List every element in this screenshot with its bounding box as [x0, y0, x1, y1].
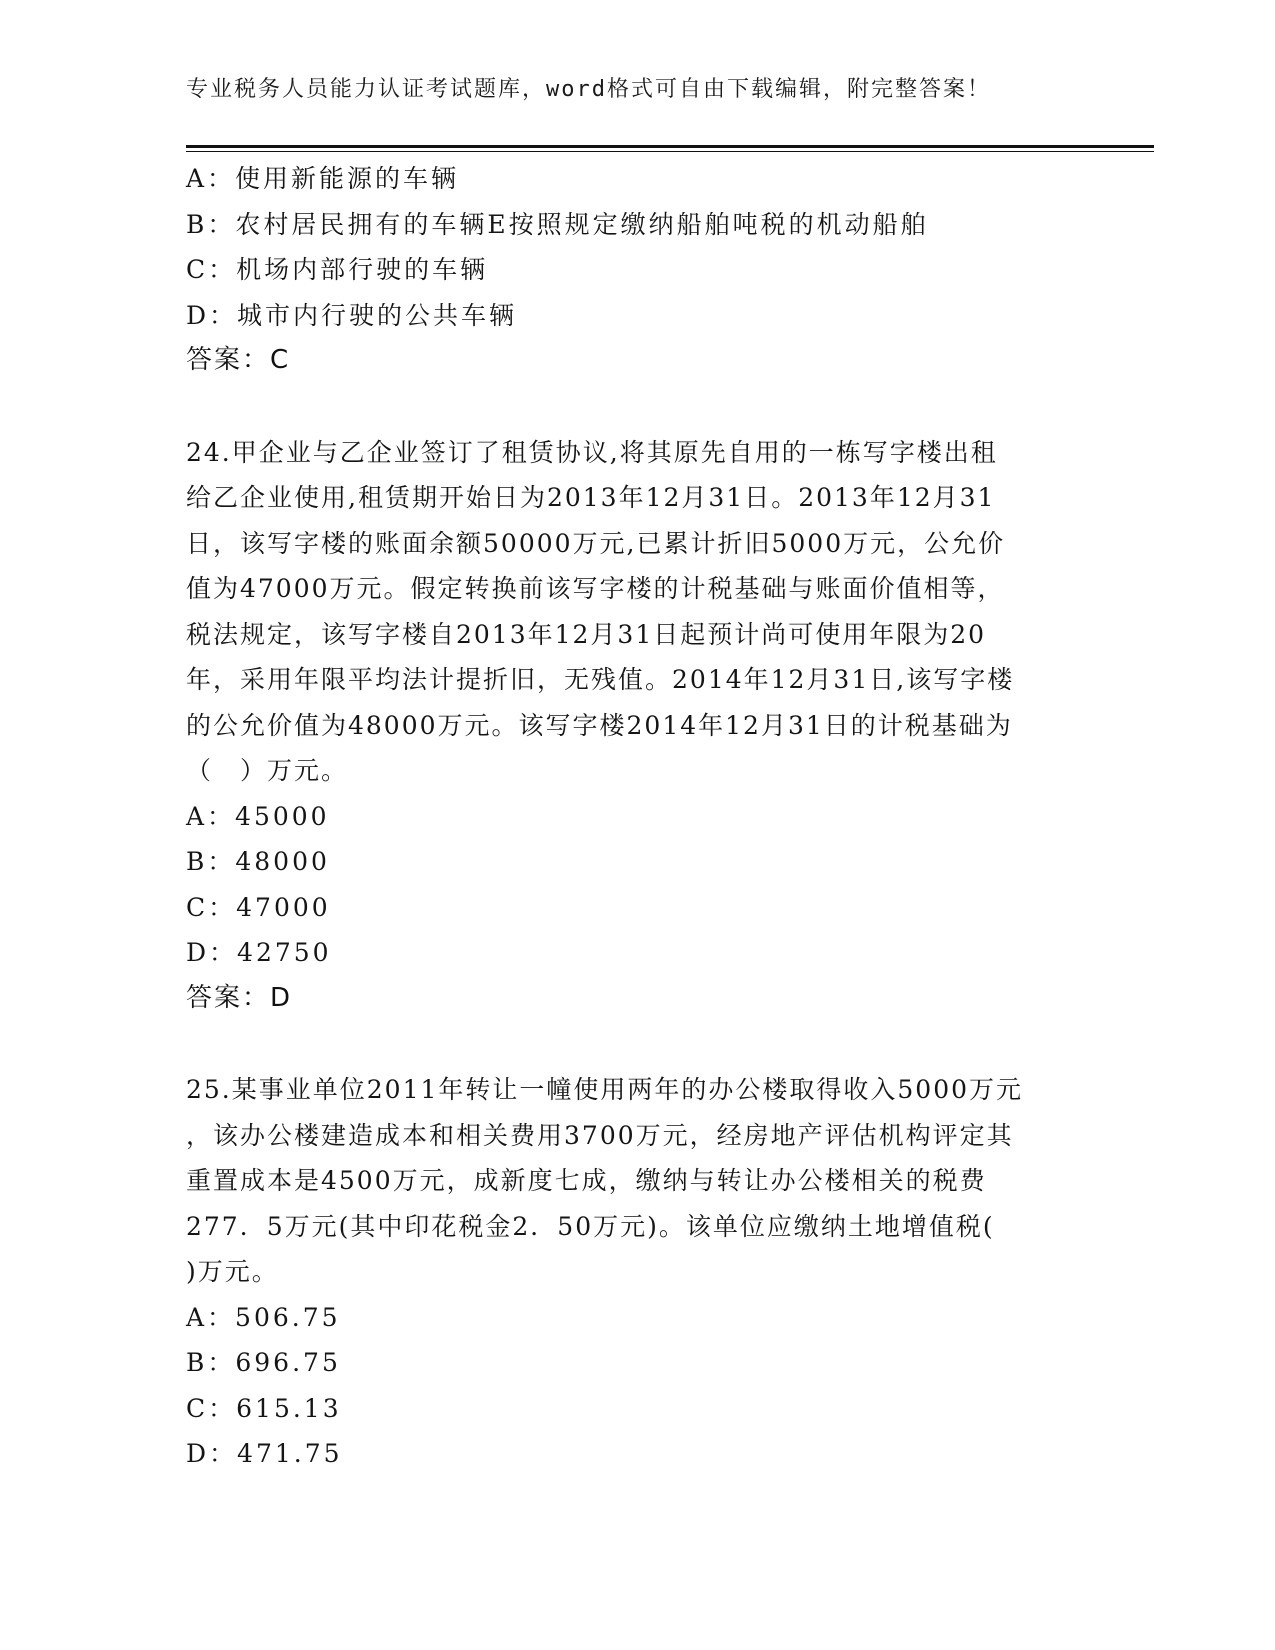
- option-c: C：47000: [186, 892, 331, 922]
- question-stem: [186, 1067, 1086, 1295]
- stem-line: 的公允价值为48000万元。该写字楼2014年12月31日的计税基础为: [186, 710, 1013, 740]
- stem-line: 重置成本是4500万元，成新度七成，缴纳与转让办公楼相关的税费: [186, 1166, 987, 1195]
- option-a: A：45000: [186, 801, 330, 831]
- option-d: D：42750: [186, 938, 332, 967]
- answer-line: 答案：C: [186, 345, 291, 375]
- stem-line: 给乙企业使用,租赁期开始日为2013年12月31日。2013年12月31: [186, 483, 996, 512]
- option-c: C：615.13: [186, 1393, 342, 1423]
- option-c: C：机场内部行驶的车辆: [186, 255, 489, 284]
- option-a: A：使用新能源的车辆: [186, 164, 460, 193]
- option-b: B：696.75: [186, 1348, 341, 1377]
- stem-line: )万元。: [186, 1257, 279, 1286]
- stem-line: ，该办公楼建造成本和相关费用3700万元，经房地产评估机构评定其: [186, 1120, 1014, 1150]
- answer-line: 答案：D: [186, 982, 293, 1013]
- option-b: B：48000: [186, 847, 330, 876]
- option-d: D：城市内行驶的公共车辆: [186, 300, 518, 330]
- question-25: [186, 1067, 1086, 1477]
- question-24: [186, 430, 1086, 1022]
- content: [186, 156, 1086, 1477]
- prev-question: [186, 156, 1086, 384]
- stem-line: 值为47000万元。假定转换前该写字楼的计税基础与账面价值相等，: [186, 574, 1005, 603]
- stem-line: 25.某事业单位2011年转让一幢使用两年的办公楼取得收入5000万元: [186, 1075, 1024, 1104]
- stem-line: 日，该写字楼的账面余额50000万元,已累计折旧5000万元，公允价: [186, 528, 1006, 558]
- header-rule-thin: [186, 151, 1154, 152]
- stem-line: 税法规定，该写字楼自2013年12月31日起预计尚可使用年限为20: [186, 619, 987, 649]
- stem-line: 年，采用年限平均法计提折旧，无残值。2014年12月31日,该写字楼: [186, 665, 1015, 694]
- option-d: D：471.75: [186, 1439, 343, 1468]
- option-a: A：506.75: [186, 1302, 341, 1332]
- stem-line: 24.甲企业与乙企业签订了租赁协议,将其原先自用的一栋写字楼出租: [186, 437, 998, 467]
- question-stem: [186, 430, 1086, 794]
- header-rule-thick: [186, 145, 1154, 148]
- page-header: 专业税务人员能力认证考试题库，word格式可自由下载编辑，附完整答案！: [186, 77, 991, 102]
- option-b: B：农村居民拥有的车辆E按照规定缴纳船舶吨税的机动船舶: [186, 209, 929, 239]
- stem-line: （ ）万元。: [186, 756, 349, 785]
- stem-line: 277．5万元(其中印花税金2．50万元)。该单位应缴纳土地增值税(: [186, 1211, 995, 1241]
